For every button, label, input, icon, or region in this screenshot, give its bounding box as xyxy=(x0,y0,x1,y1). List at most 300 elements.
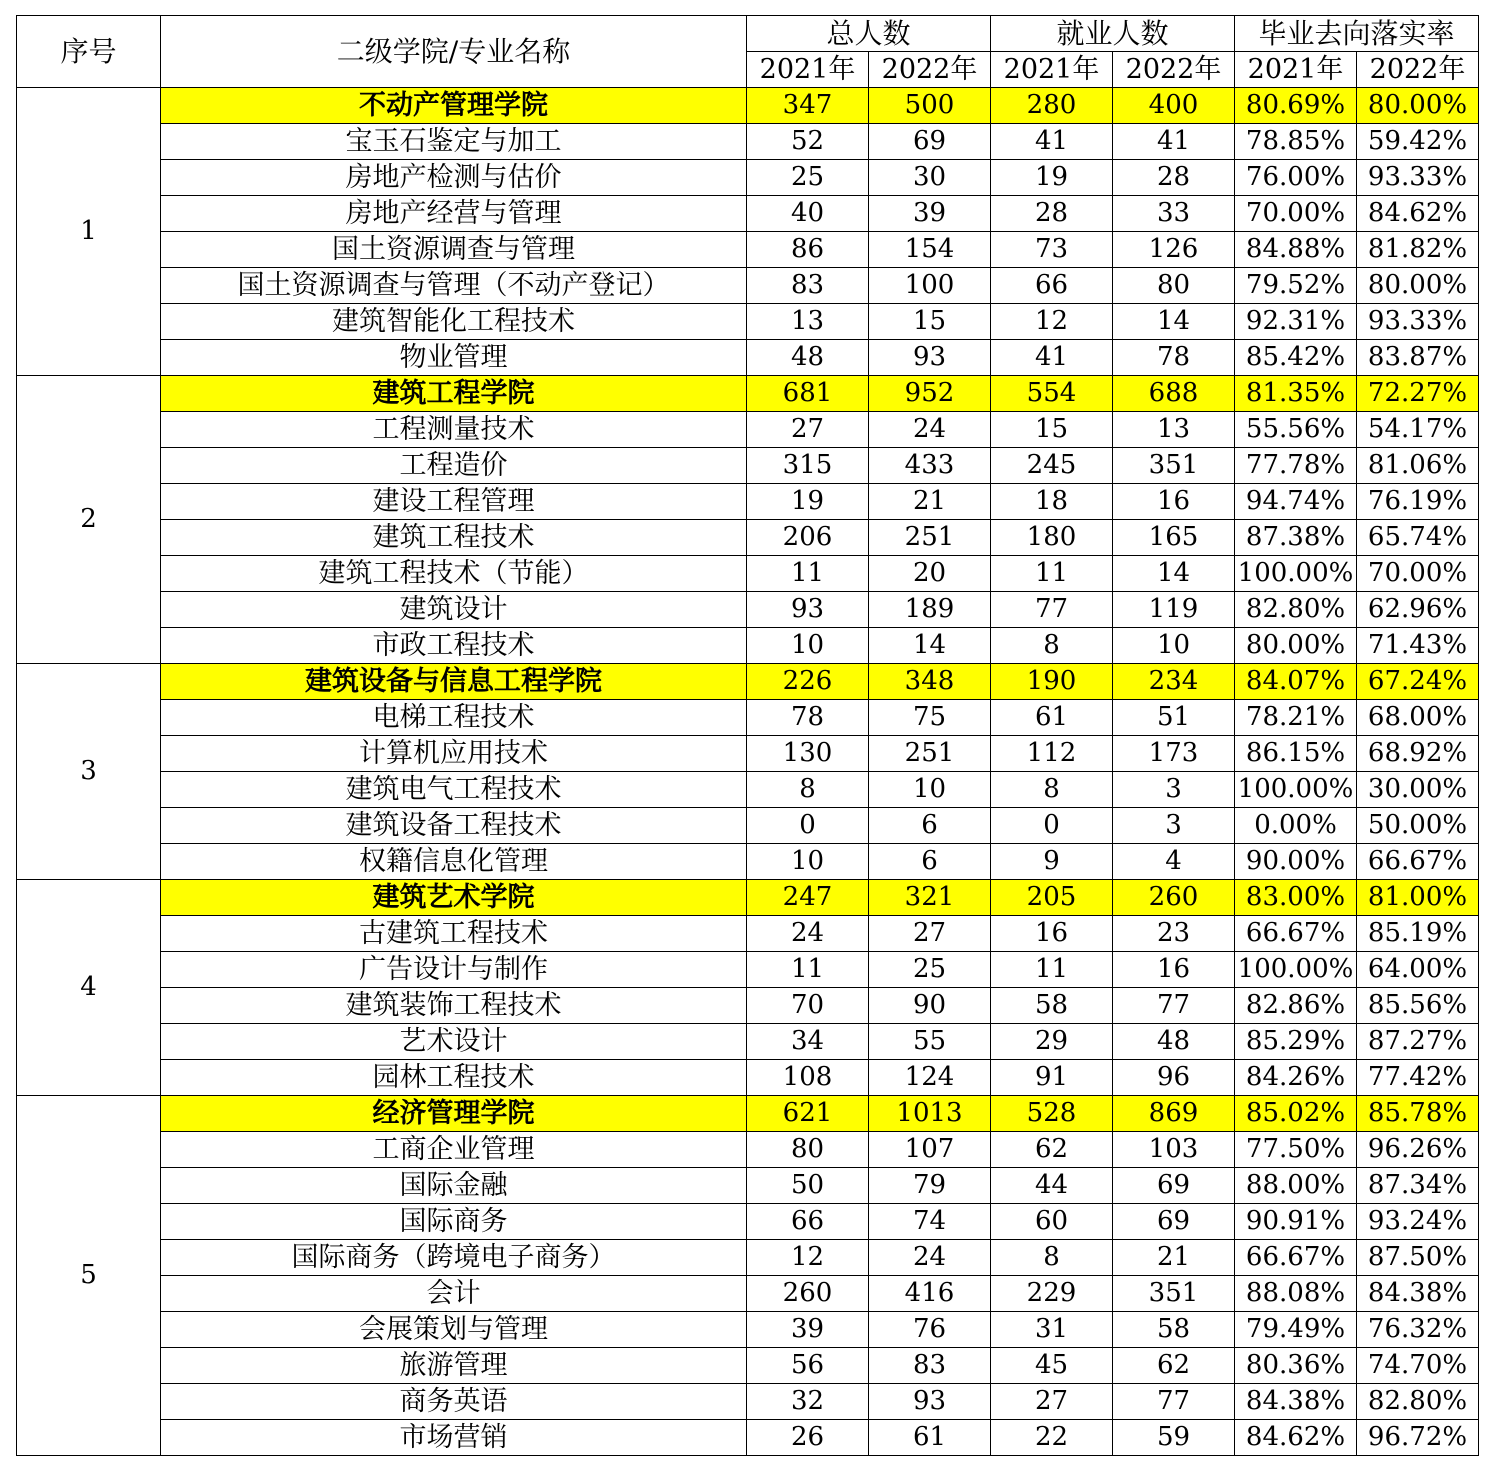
major-name: 建设工程管理 xyxy=(161,484,747,520)
cell-rate-2022: 87.50% xyxy=(1357,1240,1479,1276)
cell-rate-2021: 80.00% xyxy=(1235,628,1357,664)
cell-employed-2022: 10 xyxy=(1113,628,1235,664)
group-seq: 4 xyxy=(17,880,161,1096)
major-row xyxy=(17,340,1479,376)
header-year: 2022年 xyxy=(1357,52,1479,88)
major-name: 工商企业管理 xyxy=(161,1132,747,1168)
major-name: 旅游管理 xyxy=(161,1348,747,1384)
cell-total-2022: 39 xyxy=(869,196,991,232)
cell-total-2021: 56 xyxy=(747,1348,869,1384)
cell-total-2021: 11 xyxy=(747,556,869,592)
cell-employed-2021: 60 xyxy=(991,1204,1113,1240)
cell-rate-2021: 86.15% xyxy=(1235,736,1357,772)
cell-employed-2021: 29 xyxy=(991,1024,1113,1060)
major-row xyxy=(17,1312,1479,1348)
cell-rate-2022: 54.17% xyxy=(1357,412,1479,448)
cell-total-2021: 78 xyxy=(747,700,869,736)
cell-rate-2022: 93.33% xyxy=(1357,304,1479,340)
major-row xyxy=(17,1060,1479,1096)
cell-total-2022: 93 xyxy=(869,1384,991,1420)
cell-rate-2021: 77.78% xyxy=(1235,448,1357,484)
cell-rate-2022: 64.00% xyxy=(1357,952,1479,988)
cell-rate-2021: 94.74% xyxy=(1235,484,1357,520)
cell-employed-2021: 31 xyxy=(991,1312,1113,1348)
major-name: 广告设计与制作 xyxy=(161,952,747,988)
cell-rate-2022: 76.19% xyxy=(1357,484,1479,520)
cell-employed-2021: 58 xyxy=(991,988,1113,1024)
cell-total-2022: 6 xyxy=(869,844,991,880)
major-name: 市政工程技术 xyxy=(161,628,747,664)
major-row xyxy=(17,952,1479,988)
cell-employed-2022: 21 xyxy=(1113,1240,1235,1276)
cell-total-2022: 154 xyxy=(869,232,991,268)
cell-employed-2021: 245 xyxy=(991,448,1113,484)
cell-employed-2021: 18 xyxy=(991,484,1113,520)
major-name: 权籍信息化管理 xyxy=(161,844,747,880)
cell-total-2021: 260 xyxy=(747,1276,869,1312)
cell-employed-2021: 205 xyxy=(991,880,1113,916)
cell-employed-2022: 62 xyxy=(1113,1348,1235,1384)
cell-employed-2022: 16 xyxy=(1113,952,1235,988)
cell-employed-2022: 165 xyxy=(1113,520,1235,556)
cell-employed-2021: 15 xyxy=(991,412,1113,448)
cell-rate-2022: 81.06% xyxy=(1357,448,1479,484)
major-name: 古建筑工程技术 xyxy=(161,916,747,952)
cell-total-2021: 83 xyxy=(747,268,869,304)
major-name: 房地产检测与估价 xyxy=(161,160,747,196)
cell-rate-2021: 84.88% xyxy=(1235,232,1357,268)
cell-total-2022: 416 xyxy=(869,1276,991,1312)
cell-rate-2021: 90.00% xyxy=(1235,844,1357,880)
cell-rate-2022: 74.70% xyxy=(1357,1348,1479,1384)
cell-rate-2021: 66.67% xyxy=(1235,916,1357,952)
cell-total-2022: 107 xyxy=(869,1132,991,1168)
table-header xyxy=(17,16,1479,88)
cell-total-2021: 0 xyxy=(747,808,869,844)
major-name: 计算机应用技术 xyxy=(161,736,747,772)
major-name: 建筑工程技术 xyxy=(161,520,747,556)
cell-total-2021: 206 xyxy=(747,520,869,556)
cell-employed-2021: 19 xyxy=(991,160,1113,196)
cell-rate-2022: 87.34% xyxy=(1357,1168,1479,1204)
major-row xyxy=(17,1024,1479,1060)
major-row xyxy=(17,1276,1479,1312)
cell-employed-2021: 180 xyxy=(991,520,1113,556)
major-row xyxy=(17,124,1479,160)
major-row xyxy=(17,1132,1479,1168)
cell-total-2022: 251 xyxy=(869,520,991,556)
cell-rate-2021: 92.31% xyxy=(1235,304,1357,340)
cell-employed-2021: 45 xyxy=(991,1348,1113,1384)
cell-employed-2022: 96 xyxy=(1113,1060,1235,1096)
cell-rate-2022: 62.96% xyxy=(1357,592,1479,628)
cell-employed-2021: 41 xyxy=(991,124,1113,160)
cell-employed-2022: 260 xyxy=(1113,880,1235,916)
cell-rate-2022: 76.32% xyxy=(1357,1312,1479,1348)
cell-employed-2022: 400 xyxy=(1113,88,1235,124)
cell-rate-2021: 83.00% xyxy=(1235,880,1357,916)
cell-total-2022: 83 xyxy=(869,1348,991,1384)
cell-rate-2022: 80.00% xyxy=(1357,88,1479,124)
cell-rate-2021: 84.38% xyxy=(1235,1384,1357,1420)
cell-total-2022: 952 xyxy=(869,376,991,412)
cell-rate-2021: 100.00% xyxy=(1235,772,1357,808)
header-year: 2021年 xyxy=(747,52,869,88)
major-row xyxy=(17,916,1479,952)
cell-rate-2021: 76.00% xyxy=(1235,160,1357,196)
cell-rate-2022: 93.24% xyxy=(1357,1204,1479,1240)
cell-employed-2022: 77 xyxy=(1113,1384,1235,1420)
cell-employed-2022: 78 xyxy=(1113,340,1235,376)
cell-total-2022: 61 xyxy=(869,1420,991,1456)
cell-employed-2021: 62 xyxy=(991,1132,1113,1168)
major-row xyxy=(17,556,1479,592)
cell-rate-2021: 87.38% xyxy=(1235,520,1357,556)
cell-total-2022: 21 xyxy=(869,484,991,520)
cell-total-2021: 80 xyxy=(747,1132,869,1168)
cell-total-2022: 15 xyxy=(869,304,991,340)
cell-total-2021: 12 xyxy=(747,1240,869,1276)
cell-employed-2021: 11 xyxy=(991,952,1113,988)
major-name: 工程测量技术 xyxy=(161,412,747,448)
header-row-top xyxy=(17,16,1479,52)
cell-employed-2021: 8 xyxy=(991,772,1113,808)
cell-total-2021: 48 xyxy=(747,340,869,376)
cell-total-2022: 500 xyxy=(869,88,991,124)
cell-rate-2021: 88.08% xyxy=(1235,1276,1357,1312)
college-row xyxy=(17,88,1479,124)
major-row xyxy=(17,304,1479,340)
cell-employed-2021: 91 xyxy=(991,1060,1113,1096)
group-seq: 3 xyxy=(17,664,161,880)
major-row xyxy=(17,196,1479,232)
major-name: 商务英语 xyxy=(161,1384,747,1420)
cell-rate-2021: 85.42% xyxy=(1235,340,1357,376)
college-name: 建筑艺术学院 xyxy=(161,880,747,916)
cell-employed-2021: 27 xyxy=(991,1384,1113,1420)
cell-rate-2022: 85.56% xyxy=(1357,988,1479,1024)
cell-total-2022: 74 xyxy=(869,1204,991,1240)
cell-total-2022: 25 xyxy=(869,952,991,988)
cell-rate-2022: 70.00% xyxy=(1357,556,1479,592)
major-row xyxy=(17,1168,1479,1204)
cell-rate-2022: 68.92% xyxy=(1357,736,1479,772)
cell-rate-2022: 93.33% xyxy=(1357,160,1479,196)
cell-total-2021: 10 xyxy=(747,628,869,664)
cell-total-2022: 433 xyxy=(869,448,991,484)
major-name: 国土资源调查与管理（不动产登记） xyxy=(161,268,747,304)
major-name: 建筑装饰工程技术 xyxy=(161,988,747,1024)
major-name: 建筑设备工程技术 xyxy=(161,808,747,844)
cell-employed-2021: 73 xyxy=(991,232,1113,268)
cell-total-2022: 321 xyxy=(869,880,991,916)
college-row xyxy=(17,664,1479,700)
major-name: 艺术设计 xyxy=(161,1024,747,1060)
major-row xyxy=(17,412,1479,448)
major-name: 建筑智能化工程技术 xyxy=(161,304,747,340)
cell-total-2021: 19 xyxy=(747,484,869,520)
group-seq: 5 xyxy=(17,1096,161,1456)
cell-employed-2022: 14 xyxy=(1113,556,1235,592)
cell-rate-2022: 84.62% xyxy=(1357,196,1479,232)
major-name: 建筑设计 xyxy=(161,592,747,628)
cell-total-2022: 30 xyxy=(869,160,991,196)
cell-employed-2021: 528 xyxy=(991,1096,1113,1132)
cell-total-2021: 25 xyxy=(747,160,869,196)
major-row xyxy=(17,520,1479,556)
cell-employed-2021: 28 xyxy=(991,196,1113,232)
cell-total-2022: 90 xyxy=(869,988,991,1024)
college-row xyxy=(17,1096,1479,1132)
header-year: 2022年 xyxy=(869,52,991,88)
cell-employed-2022: 3 xyxy=(1113,808,1235,844)
cell-total-2021: 52 xyxy=(747,124,869,160)
major-row xyxy=(17,484,1479,520)
cell-total-2021: 681 xyxy=(747,376,869,412)
cell-employed-2021: 11 xyxy=(991,556,1113,592)
cell-total-2021: 93 xyxy=(747,592,869,628)
cell-employed-2022: 173 xyxy=(1113,736,1235,772)
cell-total-2022: 189 xyxy=(869,592,991,628)
major-name: 园林工程技术 xyxy=(161,1060,747,1096)
cell-employed-2022: 119 xyxy=(1113,592,1235,628)
major-row xyxy=(17,844,1479,880)
header-year: 2021年 xyxy=(991,52,1113,88)
cell-total-2021: 86 xyxy=(747,232,869,268)
cell-rate-2022: 30.00% xyxy=(1357,772,1479,808)
major-row xyxy=(17,448,1479,484)
cell-rate-2022: 72.27% xyxy=(1357,376,1479,412)
cell-total-2021: 66 xyxy=(747,1204,869,1240)
cell-employed-2021: 190 xyxy=(991,664,1113,700)
cell-rate-2021: 90.91% xyxy=(1235,1204,1357,1240)
cell-total-2021: 39 xyxy=(747,1312,869,1348)
cell-total-2022: 124 xyxy=(869,1060,991,1096)
cell-employed-2021: 0 xyxy=(991,808,1113,844)
cell-total-2022: 1013 xyxy=(869,1096,991,1132)
cell-employed-2021: 66 xyxy=(991,268,1113,304)
cell-employed-2022: 69 xyxy=(1113,1168,1235,1204)
major-row xyxy=(17,628,1479,664)
cell-rate-2022: 66.67% xyxy=(1357,844,1479,880)
cell-rate-2021: 85.29% xyxy=(1235,1024,1357,1060)
cell-total-2022: 6 xyxy=(869,808,991,844)
college-row xyxy=(17,376,1479,412)
cell-employed-2022: 16 xyxy=(1113,484,1235,520)
cell-total-2021: 226 xyxy=(747,664,869,700)
cell-rate-2021: 88.00% xyxy=(1235,1168,1357,1204)
group-seq: 1 xyxy=(17,88,161,376)
cell-total-2022: 14 xyxy=(869,628,991,664)
cell-rate-2021: 85.02% xyxy=(1235,1096,1357,1132)
cell-rate-2022: 80.00% xyxy=(1357,268,1479,304)
cell-total-2022: 69 xyxy=(869,124,991,160)
cell-rate-2021: 66.67% xyxy=(1235,1240,1357,1276)
major-row xyxy=(17,1420,1479,1456)
employment-table xyxy=(16,15,1479,1456)
cell-rate-2021: 80.36% xyxy=(1235,1348,1357,1384)
major-name: 会展策划与管理 xyxy=(161,1312,747,1348)
cell-rate-2021: 84.26% xyxy=(1235,1060,1357,1096)
major-row xyxy=(17,232,1479,268)
major-name: 工程造价 xyxy=(161,448,747,484)
major-row xyxy=(17,700,1479,736)
cell-rate-2022: 87.27% xyxy=(1357,1024,1479,1060)
cell-rate-2021: 84.07% xyxy=(1235,664,1357,700)
cell-rate-2021: 80.69% xyxy=(1235,88,1357,124)
major-row xyxy=(17,1384,1479,1420)
cell-total-2022: 100 xyxy=(869,268,991,304)
major-name: 电梯工程技术 xyxy=(161,700,747,736)
cell-rate-2021: 0.00% xyxy=(1235,808,1357,844)
cell-employed-2022: 77 xyxy=(1113,988,1235,1024)
cell-rate-2022: 85.19% xyxy=(1357,916,1479,952)
major-row xyxy=(17,736,1479,772)
cell-total-2022: 10 xyxy=(869,772,991,808)
college-name: 经济管理学院 xyxy=(161,1096,747,1132)
cell-total-2021: 108 xyxy=(747,1060,869,1096)
cell-rate-2022: 81.00% xyxy=(1357,880,1479,916)
cell-total-2021: 34 xyxy=(747,1024,869,1060)
cell-rate-2021: 100.00% xyxy=(1235,952,1357,988)
major-name: 宝玉石鉴定与加工 xyxy=(161,124,747,160)
cell-total-2022: 79 xyxy=(869,1168,991,1204)
cell-rate-2021: 84.62% xyxy=(1235,1420,1357,1456)
cell-total-2021: 315 xyxy=(747,448,869,484)
cell-rate-2021: 55.56% xyxy=(1235,412,1357,448)
cell-total-2022: 348 xyxy=(869,664,991,700)
cell-employed-2021: 61 xyxy=(991,700,1113,736)
cell-rate-2022: 96.26% xyxy=(1357,1132,1479,1168)
cell-employed-2022: 59 xyxy=(1113,1420,1235,1456)
cell-rate-2022: 82.80% xyxy=(1357,1384,1479,1420)
cell-rate-2022: 67.24% xyxy=(1357,664,1479,700)
cell-rate-2022: 59.42% xyxy=(1357,124,1479,160)
cell-rate-2022: 77.42% xyxy=(1357,1060,1479,1096)
cell-employed-2022: 48 xyxy=(1113,1024,1235,1060)
cell-employed-2022: 3 xyxy=(1113,772,1235,808)
cell-total-2022: 24 xyxy=(869,412,991,448)
cell-total-2022: 27 xyxy=(869,916,991,952)
cell-total-2021: 621 xyxy=(747,1096,869,1132)
cell-employed-2022: 688 xyxy=(1113,376,1235,412)
cell-rate-2021: 70.00% xyxy=(1235,196,1357,232)
cell-employed-2021: 16 xyxy=(991,916,1113,952)
cell-total-2022: 76 xyxy=(869,1312,991,1348)
cell-employed-2022: 14 xyxy=(1113,304,1235,340)
cell-rate-2022: 96.72% xyxy=(1357,1420,1479,1456)
cell-rate-2022: 84.38% xyxy=(1357,1276,1479,1312)
cell-total-2021: 10 xyxy=(747,844,869,880)
major-name: 国际商务 xyxy=(161,1204,747,1240)
cell-total-2021: 247 xyxy=(747,880,869,916)
major-name: 建筑电气工程技术 xyxy=(161,772,747,808)
cell-total-2021: 40 xyxy=(747,196,869,232)
cell-employed-2021: 280 xyxy=(991,88,1113,124)
cell-total-2022: 24 xyxy=(869,1240,991,1276)
cell-total-2022: 75 xyxy=(869,700,991,736)
major-name: 物业管理 xyxy=(161,340,747,376)
cell-rate-2021: 78.21% xyxy=(1235,700,1357,736)
major-name: 会计 xyxy=(161,1276,747,1312)
major-name: 国际商务（跨境电子商务） xyxy=(161,1240,747,1276)
cell-rate-2022: 85.78% xyxy=(1357,1096,1479,1132)
major-row xyxy=(17,988,1479,1024)
cell-rate-2022: 71.43% xyxy=(1357,628,1479,664)
table-body xyxy=(17,88,1479,1456)
cell-employed-2022: 869 xyxy=(1113,1096,1235,1132)
major-row xyxy=(17,592,1479,628)
major-row xyxy=(17,1204,1479,1240)
cell-employed-2021: 112 xyxy=(991,736,1113,772)
cell-total-2022: 93 xyxy=(869,340,991,376)
cell-total-2021: 13 xyxy=(747,304,869,340)
header-employed: 就业人数 xyxy=(991,16,1235,52)
cell-employed-2022: 28 xyxy=(1113,160,1235,196)
cell-rate-2022: 50.00% xyxy=(1357,808,1479,844)
cell-rate-2022: 68.00% xyxy=(1357,700,1479,736)
major-row xyxy=(17,1348,1479,1384)
header-year: 2021年 xyxy=(1235,52,1357,88)
cell-rate-2021: 77.50% xyxy=(1235,1132,1357,1168)
group-seq: 2 xyxy=(17,376,161,664)
employment-table-container xyxy=(16,15,1479,1456)
cell-total-2022: 55 xyxy=(869,1024,991,1060)
header-name: 二级学院/专业名称 xyxy=(161,16,747,88)
cell-employed-2022: 103 xyxy=(1113,1132,1235,1168)
cell-total-2021: 27 xyxy=(747,412,869,448)
major-row xyxy=(17,268,1479,304)
cell-rate-2022: 83.87% xyxy=(1357,340,1479,376)
cell-employed-2021: 41 xyxy=(991,340,1113,376)
cell-total-2021: 8 xyxy=(747,772,869,808)
cell-total-2022: 251 xyxy=(869,736,991,772)
cell-employed-2022: 126 xyxy=(1113,232,1235,268)
major-row xyxy=(17,1240,1479,1276)
header-year: 2022年 xyxy=(1113,52,1235,88)
cell-employed-2021: 8 xyxy=(991,1240,1113,1276)
cell-rate-2022: 65.74% xyxy=(1357,520,1479,556)
cell-rate-2021: 82.80% xyxy=(1235,592,1357,628)
cell-total-2022: 20 xyxy=(869,556,991,592)
header-seq: 序号 xyxy=(17,16,161,88)
cell-employed-2021: 44 xyxy=(991,1168,1113,1204)
major-name: 国土资源调查与管理 xyxy=(161,232,747,268)
major-name: 国际金融 xyxy=(161,1168,747,1204)
cell-employed-2022: 351 xyxy=(1113,448,1235,484)
cell-total-2021: 347 xyxy=(747,88,869,124)
cell-employed-2021: 8 xyxy=(991,628,1113,664)
cell-employed-2021: 77 xyxy=(991,592,1113,628)
cell-employed-2022: 58 xyxy=(1113,1312,1235,1348)
cell-employed-2022: 41 xyxy=(1113,124,1235,160)
cell-rate-2021: 82.86% xyxy=(1235,988,1357,1024)
cell-total-2021: 70 xyxy=(747,988,869,1024)
cell-rate-2022: 81.82% xyxy=(1357,232,1479,268)
cell-rate-2021: 79.52% xyxy=(1235,268,1357,304)
cell-employed-2022: 234 xyxy=(1113,664,1235,700)
college-name: 建筑工程学院 xyxy=(161,376,747,412)
cell-total-2021: 24 xyxy=(747,916,869,952)
cell-total-2021: 32 xyxy=(747,1384,869,1420)
cell-employed-2022: 13 xyxy=(1113,412,1235,448)
cell-employed-2022: 351 xyxy=(1113,1276,1235,1312)
cell-employed-2022: 80 xyxy=(1113,268,1235,304)
cell-employed-2022: 23 xyxy=(1113,916,1235,952)
major-row xyxy=(17,772,1479,808)
major-name: 建筑工程技术（节能） xyxy=(161,556,747,592)
cell-rate-2021: 79.49% xyxy=(1235,1312,1357,1348)
